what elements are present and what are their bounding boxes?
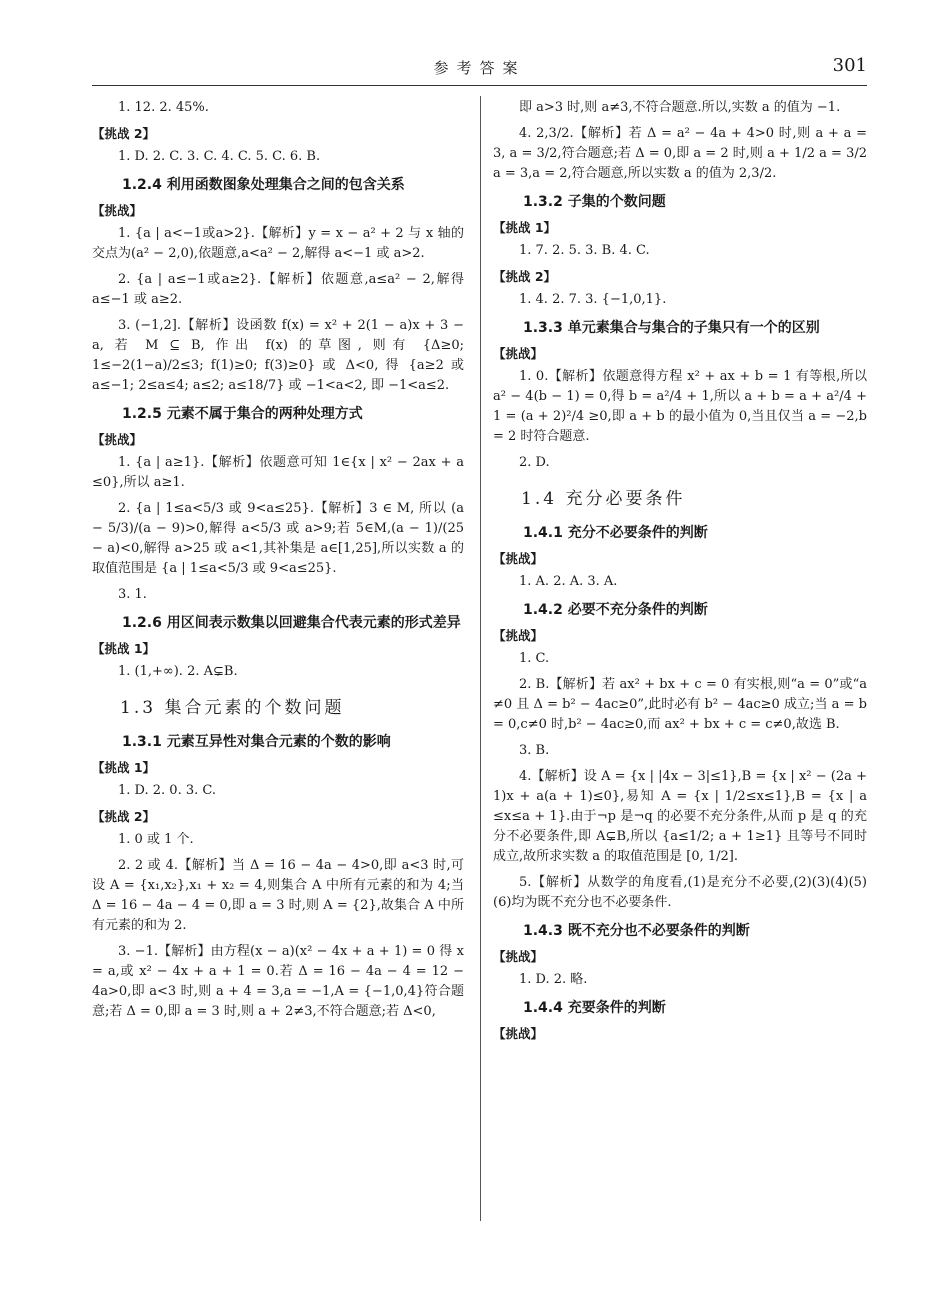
answer-paragraph: 1. A. 2. A. 3. A. <box>519 574 618 589</box>
answer-paragraph: 1. {a | a<−1或a>2}.【解析】y = x − a² + 2 与 x 轴的交点为(a² − 2,0),依题意,a<a² − 2,解得 a<−1 或 a>2. <box>92 226 464 261</box>
challenge-tag: 【挑战】 <box>92 203 143 218</box>
right-column <box>493 96 867 1047</box>
answer-paragraph: 1. 4. 2. 7. 3. {−1,0,1}. <box>519 292 667 307</box>
answer-paragraph: 3. −1.【解析】由方程(x − a)(x² − 4x + a + 1) = 0 得 x = a,或 x² − 4x + a + 1 = 0.若 Δ = 16 − 4a − 4 = 12 − 4a>0,即 a<3 时,则 a + 4 = 3,a = −1,A = {−1,0,4}符合题意;若 Δ = 0,即 a = 3 时,则 a + 2≠3,不符合题意;若 Δ<0, <box>92 944 464 1019</box>
subsection-heading: 1.4.2 必要不充分条件的判断 <box>523 602 708 618</box>
answer-paragraph: 1. 12. 2. 45%. <box>118 100 209 115</box>
subsection-heading: 1.3.2 子集的个数问题 <box>523 194 666 210</box>
answer-paragraph: 1. (1,+∞). 2. A⊊B. <box>118 664 238 679</box>
answer-paragraph: 即 a>3 时,则 a≠3,不符合题意.所以,实数 a 的值为 −1. <box>519 100 841 115</box>
answer-paragraph: 1. D. 2. 略. <box>519 972 588 987</box>
subsection-heading: 1.2.4 利用函数图象处理集合之间的包含关系 <box>122 177 405 193</box>
section-heading: 1.4 充分必要条件 <box>521 489 686 509</box>
header-title: 参考答案 <box>433 59 526 77</box>
challenge-tag: 【挑战 1】 <box>92 760 156 775</box>
challenge-tag: 【挑战】 <box>92 432 143 447</box>
answer-paragraph: 1. 0 或 1 个. <box>118 832 194 847</box>
answer-paragraph: 3. B. <box>519 743 550 758</box>
answer-paragraph: 2. {a | 1≤a<5/3 或 9<a≤25}.【解析】3 ∈ M, 所以 (a − 5/3)/(a − 9)>0,解得 a<5/3 或 a>9;若 5∈M,(a − 1)/(25 − a)<0,解得 a>25 或 a<1,其补集是 a∈[1,25],所以实数 a 的取值范围是 {a | 1≤a<5/3 或 9<a≤25}. <box>92 501 464 576</box>
answer-paragraph: 3. (−1,2].【解析】设函数 f(x) = x² + 2(1 − a)x + 3 − a, 若 M ⊆ B, 作出 f(x) 的草图, 则有 {Δ≥0; 1≤−2(1−a)/2≤3; f(1)≥0; f(3)≥0} 或 Δ<0, 得 {a≥2 或 a≤−1; 2≤a≤4; a≤2; a≤18/7} 或 −1<a<2, 即 −1<a≤2. <box>92 318 464 393</box>
answer-paragraph: 1. D. 2. C. 3. C. 4. C. 5. C. 6. B. <box>118 149 321 164</box>
subsection-heading: 1.3.3 单元素集合与集合的子集只有一个的区别 <box>523 320 820 336</box>
challenge-tag: 【挑战 1】 <box>493 220 557 235</box>
challenge-tag: 【挑战 2】 <box>493 269 557 284</box>
subsection-heading: 1.4.1 充分不必要条件的判断 <box>523 525 708 541</box>
challenge-tag: 【挑战 2】 <box>92 809 156 824</box>
answer-paragraph: 2. {a | a≤−1或a≥2}.【解析】依题意,a≤a² − 2,解得 a≤−1 或 a≥2. <box>92 272 464 307</box>
left-column <box>92 96 464 1028</box>
challenge-tag: 【挑战】 <box>493 949 544 964</box>
answer-paragraph: 2. B.【解析】若 ax² + bx + c = 0 有实根,则“a = 0”或“a ≠0 且 Δ = b² − 4ac≥0”,此时必有 b² − 4ac≥0 成立;当 a = b = 0,c≠0 时,b² − 4ac≥0,而 ax² + bx + c = c≠0,故选 B. <box>493 677 867 732</box>
answer-paragraph: 1. {a | a≥1}.【解析】依题意可知 1∈{x | x² − 2ax + a ≤0},所以 a≥1. <box>92 455 464 490</box>
answer-paragraph: 2. D. <box>519 455 550 470</box>
challenge-tag: 【挑战】 <box>493 551 544 566</box>
subsection-heading: 1.2.5 元素不属于集合的两种处理方式 <box>122 406 363 422</box>
challenge-tag: 【挑战 2】 <box>92 126 156 141</box>
subsection-heading: 1.4.3 既不充分也不必要条件的判断 <box>523 923 750 939</box>
challenge-tag: 【挑战】 <box>493 346 544 361</box>
answer-paragraph: 4. 2,3/2.【解析】若 Δ = a² − 4a + 4>0 时,则 a + a = 3, a = 3/2,符合题意;若 Δ = 0,即 a = 2 时,则 a + 1/2 a = 3/2 a = 3,a = 2,符合题意,所以实数 a 的值为 2,3/2. <box>493 126 867 181</box>
answer-paragraph: 1. D. 2. 0. 3. C. <box>118 783 216 798</box>
answer-paragraph: 1. 0.【解析】依题意得方程 x² + ax + b = 1 有等根,所以 a² − 4(b − 1) = 0,得 b = a²/4 + 1,所以 a + b = a + a²/4 + 1 = (a + 2)²/4 ≥0,即 a + b 的最小值为 0,当且仅当 a = −2,b = 2 时符合题意. <box>493 369 867 444</box>
answer-paragraph: 3. 1. <box>118 587 147 602</box>
answer-paragraph: 1. C. <box>519 651 550 666</box>
section-heading: 1.3 集合元素的个数问题 <box>120 698 345 718</box>
challenge-tag: 【挑战 1】 <box>92 641 156 656</box>
subsection-heading: 1.4.4 充要条件的判断 <box>523 1000 666 1016</box>
subsection-heading: 1.2.6 用区间表示数集以回避集合代表元素的形式差异 <box>122 615 461 631</box>
answer-paragraph: 5.【解析】从数学的角度看,(1)是充分不必要,(2)(3)(4)(5)(6)均为既不充分也不必要条件. <box>493 875 867 910</box>
answer-paragraph: 2. 2 或 4.【解析】当 Δ = 16 − 4a − 4>0,即 a<3 时,可设 A = {x₁,x₂},x₁ + x₂ = 4,则集合 A 中所有元素的和为 4;当 Δ = 16 − 4a − 4 = 0,即 a = 3 时,则 A = {2},故集合 A 中所有元素的和为 2. <box>92 858 464 933</box>
subsection-heading: 1.3.1 元素互异性对集合元素的个数的影响 <box>122 734 391 750</box>
page-header <box>92 55 867 86</box>
challenge-tag: 【挑战】 <box>493 1026 544 1041</box>
column-divider <box>480 96 481 1221</box>
challenge-tag: 【挑战】 <box>493 628 544 643</box>
answer-paragraph: 4.【解析】设 A = {x | |4x − 3|≤1},B = {x | x² − (2a + 1)x + a(a + 1)≤0},易知 A = {x | 1/2≤x≤1},B = {x | a ≤x≤a + 1}.由于¬p 是¬q 的必要不充分条件,从而 p 是 q 的充分不必要条件,即 A⊊B,所以 {a≤1/2; a + 1≥1} 且等号不同时成立,故所求实数 a 的取值范围是 [0, 1/2]. <box>493 769 867 864</box>
page-number: 301 <box>832 55 867 76</box>
answer-paragraph: 1. 7. 2. 5. 3. B. 4. C. <box>519 243 650 258</box>
